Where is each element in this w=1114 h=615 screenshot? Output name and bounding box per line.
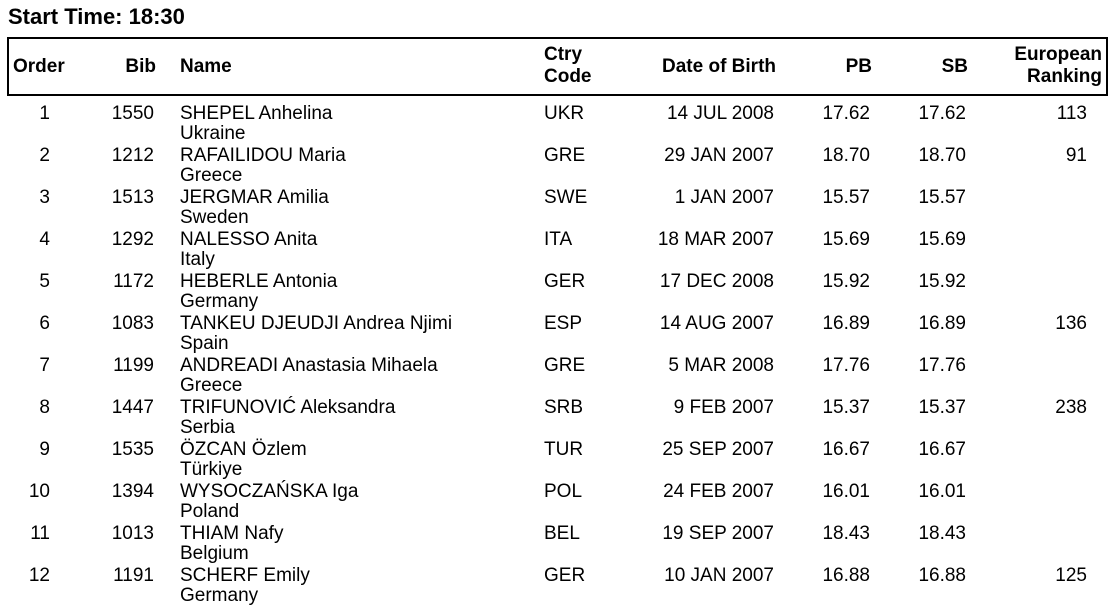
country-name: Spain	[180, 333, 229, 354]
personal-best: 15.69	[822, 229, 870, 250]
header-date-of-birth: Date of Birth	[662, 56, 776, 77]
header-name: Name	[180, 56, 232, 77]
personal-best: 15.37	[822, 397, 870, 418]
personal-best: 16.01	[822, 481, 870, 502]
athlete-name: ÖZCAN Özlem	[180, 439, 307, 460]
bib-cell: 1191	[113, 565, 154, 586]
date-of-birth: 19 SEP 2007	[662, 523, 774, 544]
european-ranking: 91	[1065, 145, 1087, 166]
bib-cell: 1394	[111, 481, 154, 502]
country-name: Greece	[180, 165, 243, 186]
header-pb: PB	[845, 56, 872, 77]
country-name: Italy	[180, 249, 215, 270]
personal-best: 16.67	[822, 439, 870, 460]
date-of-birth: 24 FEB 2007	[663, 481, 774, 502]
bib-cell: 1083	[111, 313, 154, 334]
date-of-birth: 9 FEB 2007	[673, 397, 774, 418]
header-ctry-code	[544, 44, 592, 88]
table-header	[7, 37, 1108, 96]
table-row	[0, 352, 1114, 394]
country-code: UKR	[544, 103, 585, 124]
personal-best: 18.43	[822, 523, 870, 544]
country-name: Greece	[180, 375, 243, 396]
bib-cell: 1447	[111, 397, 154, 418]
country-code: BEL	[544, 523, 580, 544]
athlete-name: HEBERLE Antonia	[180, 271, 338, 292]
bib-cell: 1172	[113, 271, 154, 292]
european-ranking: 238	[1055, 397, 1087, 418]
date-of-birth: 29 JAN 2007	[664, 145, 774, 166]
date-of-birth: 14 AUG 2007	[659, 313, 774, 334]
order-cell: 1	[39, 103, 50, 124]
order-cell: 12	[28, 565, 50, 586]
date-of-birth: 18 MAR 2007	[657, 229, 774, 250]
start-time-heading: Start Time: 18:30	[8, 4, 185, 29]
bib-cell: 1212	[111, 145, 154, 166]
order-cell: 7	[39, 355, 50, 376]
table-row	[0, 436, 1114, 478]
personal-best: 16.89	[822, 313, 870, 334]
season-best: 18.43	[918, 523, 966, 544]
date-of-birth: 1 JAN 2007	[674, 187, 774, 208]
country-name: Poland	[180, 501, 240, 522]
table-row	[0, 184, 1114, 226]
season-best: 16.67	[918, 439, 966, 460]
header-european-ranking	[989, 44, 1102, 88]
country-code: GER	[544, 271, 586, 292]
table-row	[0, 226, 1114, 268]
order-cell: 8	[39, 397, 50, 418]
season-best: 16.88	[918, 565, 966, 586]
date-of-birth: 14 JUL 2008	[666, 103, 774, 124]
personal-best: 15.57	[822, 187, 870, 208]
country-name: Ukraine	[180, 123, 246, 144]
athlete-name: SHEPEL Anhelina	[180, 103, 333, 124]
country-name: Serbia	[180, 417, 235, 438]
header-rank-line2: Ranking	[1027, 66, 1102, 87]
season-best: 15.37	[918, 397, 966, 418]
table-row	[0, 142, 1114, 184]
order-cell: 6	[39, 313, 50, 334]
country-name: Germany	[180, 585, 259, 606]
date-of-birth: 25 SEP 2007	[662, 439, 774, 460]
season-best: 15.69	[918, 229, 966, 250]
date-of-birth: 17 DEC 2008	[659, 271, 774, 292]
country-code: POL	[544, 481, 583, 502]
country-name: Türkiye	[180, 459, 243, 480]
order-cell: 11	[30, 523, 50, 544]
athlete-name: ANDREADI Anastasia Mihaela	[180, 355, 438, 376]
table-row	[0, 394, 1114, 436]
country-code: SWE	[544, 187, 588, 208]
order-cell: 5	[39, 271, 50, 292]
athlete-name: WYSOCZAŃSKA Iga	[180, 481, 359, 502]
order-cell: 9	[39, 439, 50, 460]
season-best: 17.62	[918, 103, 966, 124]
header-ctry-line1: Ctry	[544, 44, 583, 65]
order-cell: 2	[39, 145, 50, 166]
table-row	[0, 562, 1114, 604]
bib-cell: 1292	[111, 229, 154, 250]
header-bib: Bib	[125, 56, 156, 77]
order-cell: 3	[39, 187, 50, 208]
header-sb: SB	[941, 56, 968, 77]
season-best: 17.76	[918, 355, 966, 376]
athlete-name: TRIFUNOVIĆ Aleksandra	[180, 397, 396, 418]
season-best: 15.57	[918, 187, 966, 208]
country-code: SRB	[544, 397, 584, 418]
start-list	[0, 100, 1114, 604]
header-order: Order	[13, 56, 65, 77]
personal-best: 18.70	[822, 145, 870, 166]
country-code: TUR	[544, 439, 584, 460]
athlete-name: NALESSO Anita	[180, 229, 318, 250]
bib-cell: 1013	[111, 523, 154, 544]
country-code: GRE	[544, 145, 586, 166]
date-of-birth: 5 MAR 2008	[668, 355, 774, 376]
athlete-name: JERGMAR Amilia	[180, 187, 329, 208]
season-best: 16.01	[918, 481, 966, 502]
athlete-name: TANKEU DJEUDJI Andrea Njimi	[180, 313, 453, 334]
season-best: 18.70	[918, 145, 966, 166]
table-row	[0, 100, 1114, 142]
european-ranking: 125	[1055, 565, 1087, 586]
european-ranking: 113	[1056, 103, 1087, 124]
header-ctry-line2: Code	[544, 66, 592, 87]
bib-cell: 1535	[111, 439, 154, 460]
athlete-name: SCHERF Emily	[180, 565, 310, 586]
athlete-name: RAFAILIDOU Maria	[180, 145, 346, 166]
table-row	[0, 520, 1114, 562]
season-best: 15.92	[918, 271, 966, 292]
order-cell: 4	[39, 229, 50, 250]
european-ranking: 136	[1055, 313, 1087, 334]
personal-best: 17.76	[822, 355, 870, 376]
bib-cell: 1199	[113, 355, 154, 376]
athlete-name: THIAM Nafy	[180, 523, 284, 544]
bib-cell: 1513	[111, 187, 154, 208]
table-row	[0, 268, 1114, 310]
table-row	[0, 310, 1114, 352]
country-code: ITA	[544, 229, 573, 250]
table-row	[0, 478, 1114, 520]
country-name: Germany	[180, 291, 259, 312]
country-code: ESP	[544, 313, 583, 334]
country-name: Belgium	[180, 543, 249, 564]
personal-best: 15.92	[822, 271, 870, 292]
season-best: 16.89	[918, 313, 966, 334]
country-code: GRE	[544, 355, 586, 376]
personal-best: 17.62	[822, 103, 870, 124]
country-name: Sweden	[180, 207, 249, 228]
personal-best: 16.88	[822, 565, 870, 586]
bib-cell: 1550	[111, 103, 154, 124]
country-code: GER	[544, 565, 586, 586]
date-of-birth: 10 JAN 2007	[664, 565, 774, 586]
order-cell: 10	[28, 481, 50, 502]
header-rank-line1: European	[1014, 44, 1102, 65]
